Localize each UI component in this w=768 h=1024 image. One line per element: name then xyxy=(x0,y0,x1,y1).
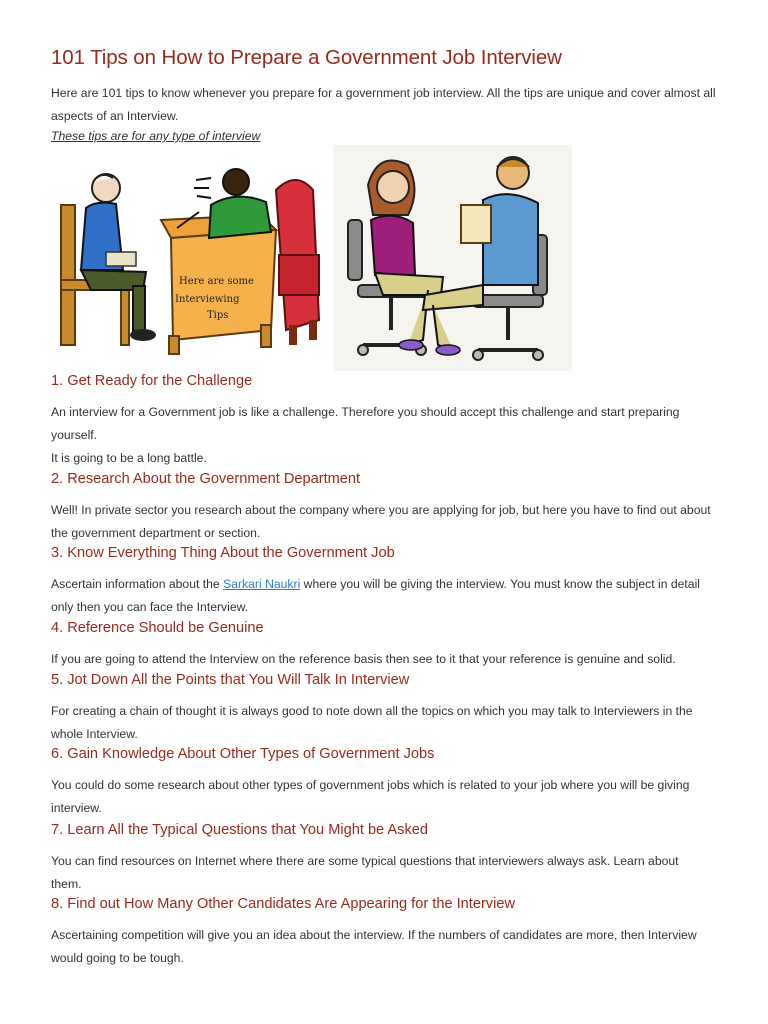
tip-body: You could do some research about other types of government jobs which is related to your job where you will be giving interview. xyxy=(51,778,690,815)
tip-heading: 2. Research About the Government Department xyxy=(51,471,361,487)
tip-body: For creating a chain of thought it is always good to note down all the topics on which you may talk to Interviewers in the whole Interview. xyxy=(51,704,693,741)
tip-body-extra: It is going to be a long battle. xyxy=(51,451,207,465)
tip-body-text: Ascertain information about the xyxy=(51,577,224,591)
tip-section-2 xyxy=(51,471,711,545)
tip-heading: 7. Learn All the Typical Questions that You Might be Asked xyxy=(51,822,428,838)
tip-heading: 6. Gain Knowledge About Other Types of Government Jobs xyxy=(51,746,435,762)
tip-body: An interview for a Government job is like a challenge. Therefore you should accept this challenge and start preparing yourself. xyxy=(51,405,680,442)
tip-section-1 xyxy=(51,373,711,470)
tip-heading: 8. Find out How Many Other Candidates Are Appearing for the Interview xyxy=(51,896,516,912)
tip-heading: 4. Reference Should be Genuine xyxy=(51,620,264,636)
page-title: 101 Tips on How to Prepare a Government Job Interview xyxy=(51,46,562,69)
tip-section-5 xyxy=(51,672,711,746)
tip-body: You can find resources on Internet where there are some typical questions that interviewers always ask. Learn about them. xyxy=(51,854,679,891)
tip-section-4 xyxy=(51,620,711,671)
tip-body: If you are going to attend the Interview on the reference basis then see to it that your reference is genuine and solid. xyxy=(51,652,676,666)
desk-sign-line-2: Interviewing xyxy=(175,294,240,305)
tip-heading: 3. Know Everything Thing About the Government Job xyxy=(51,545,395,561)
desk-sign-line-3: Tips xyxy=(207,310,229,321)
tip-section-8 xyxy=(51,896,711,970)
tip-heading: 1. Get Ready for the Challenge xyxy=(51,373,253,389)
intro-paragraph: Here are 101 tips to know whenever you prepare for a government job interview. All the tips are unique and cover almost all aspects of an Interview. xyxy=(51,86,716,123)
tip-section-7 xyxy=(51,822,711,896)
tip-heading: 5. Jot Down All the Points that You Will Talk In Interview xyxy=(51,672,410,688)
tip-body-text: where you will be giving the interview. You must know the subject in detail only then you can face the Interview. xyxy=(51,577,701,614)
tip-section-6 xyxy=(51,746,711,820)
interview-desk-illustration xyxy=(51,160,327,360)
tip-body: Ascertaining competition will give you an idea about the interview. If the numbers of candidates are more, then Interview would going to be tough. xyxy=(51,928,697,965)
intro-subnote: These tips are for any type of interview xyxy=(51,129,261,143)
desk-sign-line-1: Here are some xyxy=(179,276,254,287)
sarkari-naukri-link[interactable]: Sarkari Naukri xyxy=(223,577,301,591)
tip-body: Well! In private sector you research about the company where you are applying for job, but here you have to find out about the government department or section. xyxy=(51,503,711,540)
interview-chairs-illustration xyxy=(333,145,572,371)
tip-body xyxy=(51,573,711,619)
tip-section-3 xyxy=(51,545,711,619)
